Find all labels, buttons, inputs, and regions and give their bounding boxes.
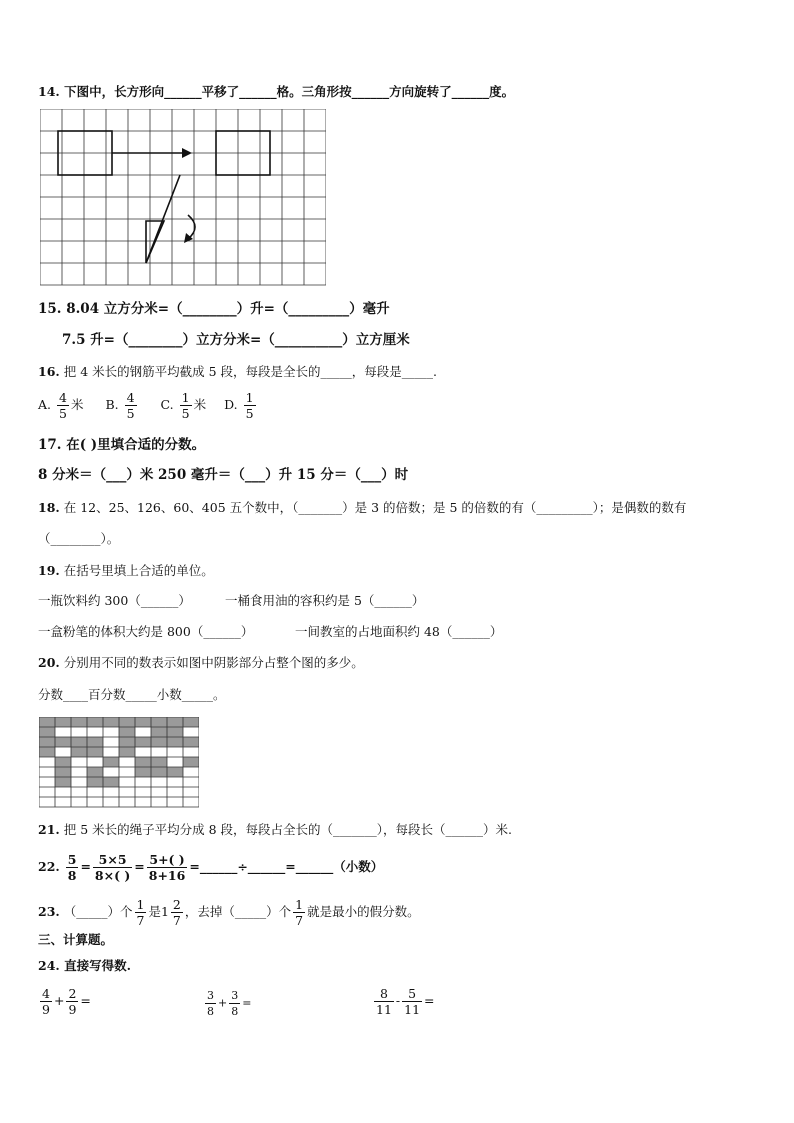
shaded-cell [71,737,87,747]
shaded-grid-figure [39,717,199,809]
q20-line [38,654,364,672]
q20-answer-line [38,686,226,704]
question-number: 17. [38,437,62,453]
shaded-cell [183,717,199,727]
question-text: 8.04 立方分米=（________）升=（_________）毫升 [66,301,390,317]
shaded-cell [55,777,71,787]
shaded-cell [151,717,167,727]
question-number: 19. [38,563,60,578]
q18-line1 [38,499,686,517]
question-text: 8 分米＝（___）米 250 毫升＝（___）升 15 分＝（___）时 [38,467,409,483]
shaded-cell [55,737,71,747]
q19-line [38,562,214,580]
shaded-cell [183,737,199,747]
shaded-cell [87,737,103,747]
shaded-cell [119,727,135,737]
shaded-cell [135,717,151,727]
question-text: 在( )里填合适的分数。 [66,437,206,453]
question-number: 15. [38,301,62,317]
shaded-cell [87,777,103,787]
question-text: 下图中，长方形向______平移了______格。三角形按______方向旋转了______度。 [64,84,515,99]
shaded-cell [135,767,151,777]
expression-3: $\frac{8}{11}$ - $\frac{5}{11}$ = [376,986,435,1017]
shaded-cell [39,717,55,727]
q19-b: 一桶食用油的容积约是 5（______） [225,593,425,608]
q21-line [38,821,512,839]
question-text: 7.5 升=（________）立方分米=（__________）立方厘米 [62,332,410,348]
shaded-cell [135,757,151,767]
shaded-cell [55,757,71,767]
shaded-cell [71,747,87,757]
expression-2: $\frac{3}{8}$ + $\frac{3}{8}$ = [207,989,252,1018]
question-number: 14. [38,84,60,99]
option-c[interactable]: C. $\frac{1}{5}$ 米 [160,390,207,421]
translation-rotation-grid [40,109,326,287]
shaded-cell [167,737,183,747]
q16-line [38,363,437,381]
question-text: 分别用不同的数表示如图中阴影部分占整个图的多少。 [63,655,364,670]
question-text: 在括号里填上合适的单位。 [63,563,214,578]
shaded-cell [135,737,151,747]
shaded-cell [39,747,55,757]
option-b[interactable]: B. $\frac{4}{5}$ [105,390,135,421]
shaded-cell [167,727,183,737]
q19-c: 一盒粉笔的体积大约是 800（______） [38,624,254,639]
question-number: 16. [38,364,60,379]
shaded-cell [119,737,135,747]
question-number: 24. [38,958,60,973]
q15-line2 [62,331,410,349]
q22-line: 22. $\frac{5}{8}$ = $\frac{5\times 5}{8\times( )}$ = $\frac{5+( )}{8+16}$ =______÷______=______（小数） [38,852,384,883]
shaded-cell [151,737,167,747]
shaded-cell [151,727,167,737]
shaded-cell [55,767,71,777]
q15-line1 [38,300,390,318]
shaded-cell [71,717,87,727]
question-text: 在 12、25、126、60、405 五个数中，（_______）是 3 的倍数；是 5 的倍数的有（_________）；是偶数的数有 [63,500,687,515]
q17-line2 [38,466,408,484]
q18-line2 [38,530,119,548]
answer-blanks: =______÷______=______（小数） [189,859,384,874]
shaded-cell [55,717,71,727]
shaded-cell [103,717,119,727]
shaded-cell [103,777,119,787]
question-text: 把 5 米长的绳子平均分成 8 段，每段占全长的（_______），每段长（______）米. [63,822,513,837]
q24-line [38,957,131,975]
q14-line [38,83,514,101]
q17-line1 [38,436,205,454]
shaded-cell [151,767,167,777]
shaded-cell [119,717,135,727]
shaded-cell [87,717,103,727]
question-text: （________）。 [38,531,120,546]
expression-1: $\frac{4}{9}$ + $\frac{2}{9}$ = [42,986,91,1017]
question-number: 22. [38,859,60,874]
option-a[interactable]: A. $\frac{4}{5}$ 米 [38,390,84,421]
question-text: 把 4 米长的钢筋平均截成 5 段，每段是全长的_____，每段是_____. [63,364,438,379]
q19-a: 一瓶饮料约 300（______） [38,593,191,608]
question-number: 21. [38,822,60,837]
shaded-cell [119,747,135,757]
answer-blanks: 分数____百分数_____小数_____。 [38,687,226,702]
shaded-cell [103,757,119,767]
shaded-cell [87,767,103,777]
shaded-cell [39,737,55,747]
shaded-cell [151,757,167,767]
q16-options [38,390,258,421]
shaded-cell [183,757,199,767]
shaded-cell [167,717,183,727]
option-d[interactable]: D. $\frac{1}{5}$ [224,390,254,421]
question-number: 20. [38,655,60,670]
question-text: 直接写得数. [64,958,131,973]
arrow-head-icon [182,148,192,158]
q19-d: 一间教室的占地面积约 48（______） [295,624,503,639]
question-number: 18. [38,500,60,515]
q23-line: 23. （_____）个 $\frac{1}{7}$ 是1 $\frac{2}{7}$ ，去掉（_____）个 $\frac{1}{7}$ 就是最小的假分数。 [38,897,420,928]
section-heading: 三、计算题。 [38,932,114,947]
shaded-cell [39,727,55,737]
question-number: 23. [38,904,60,919]
shaded-cell [167,767,183,777]
shaded-cell [87,747,103,757]
